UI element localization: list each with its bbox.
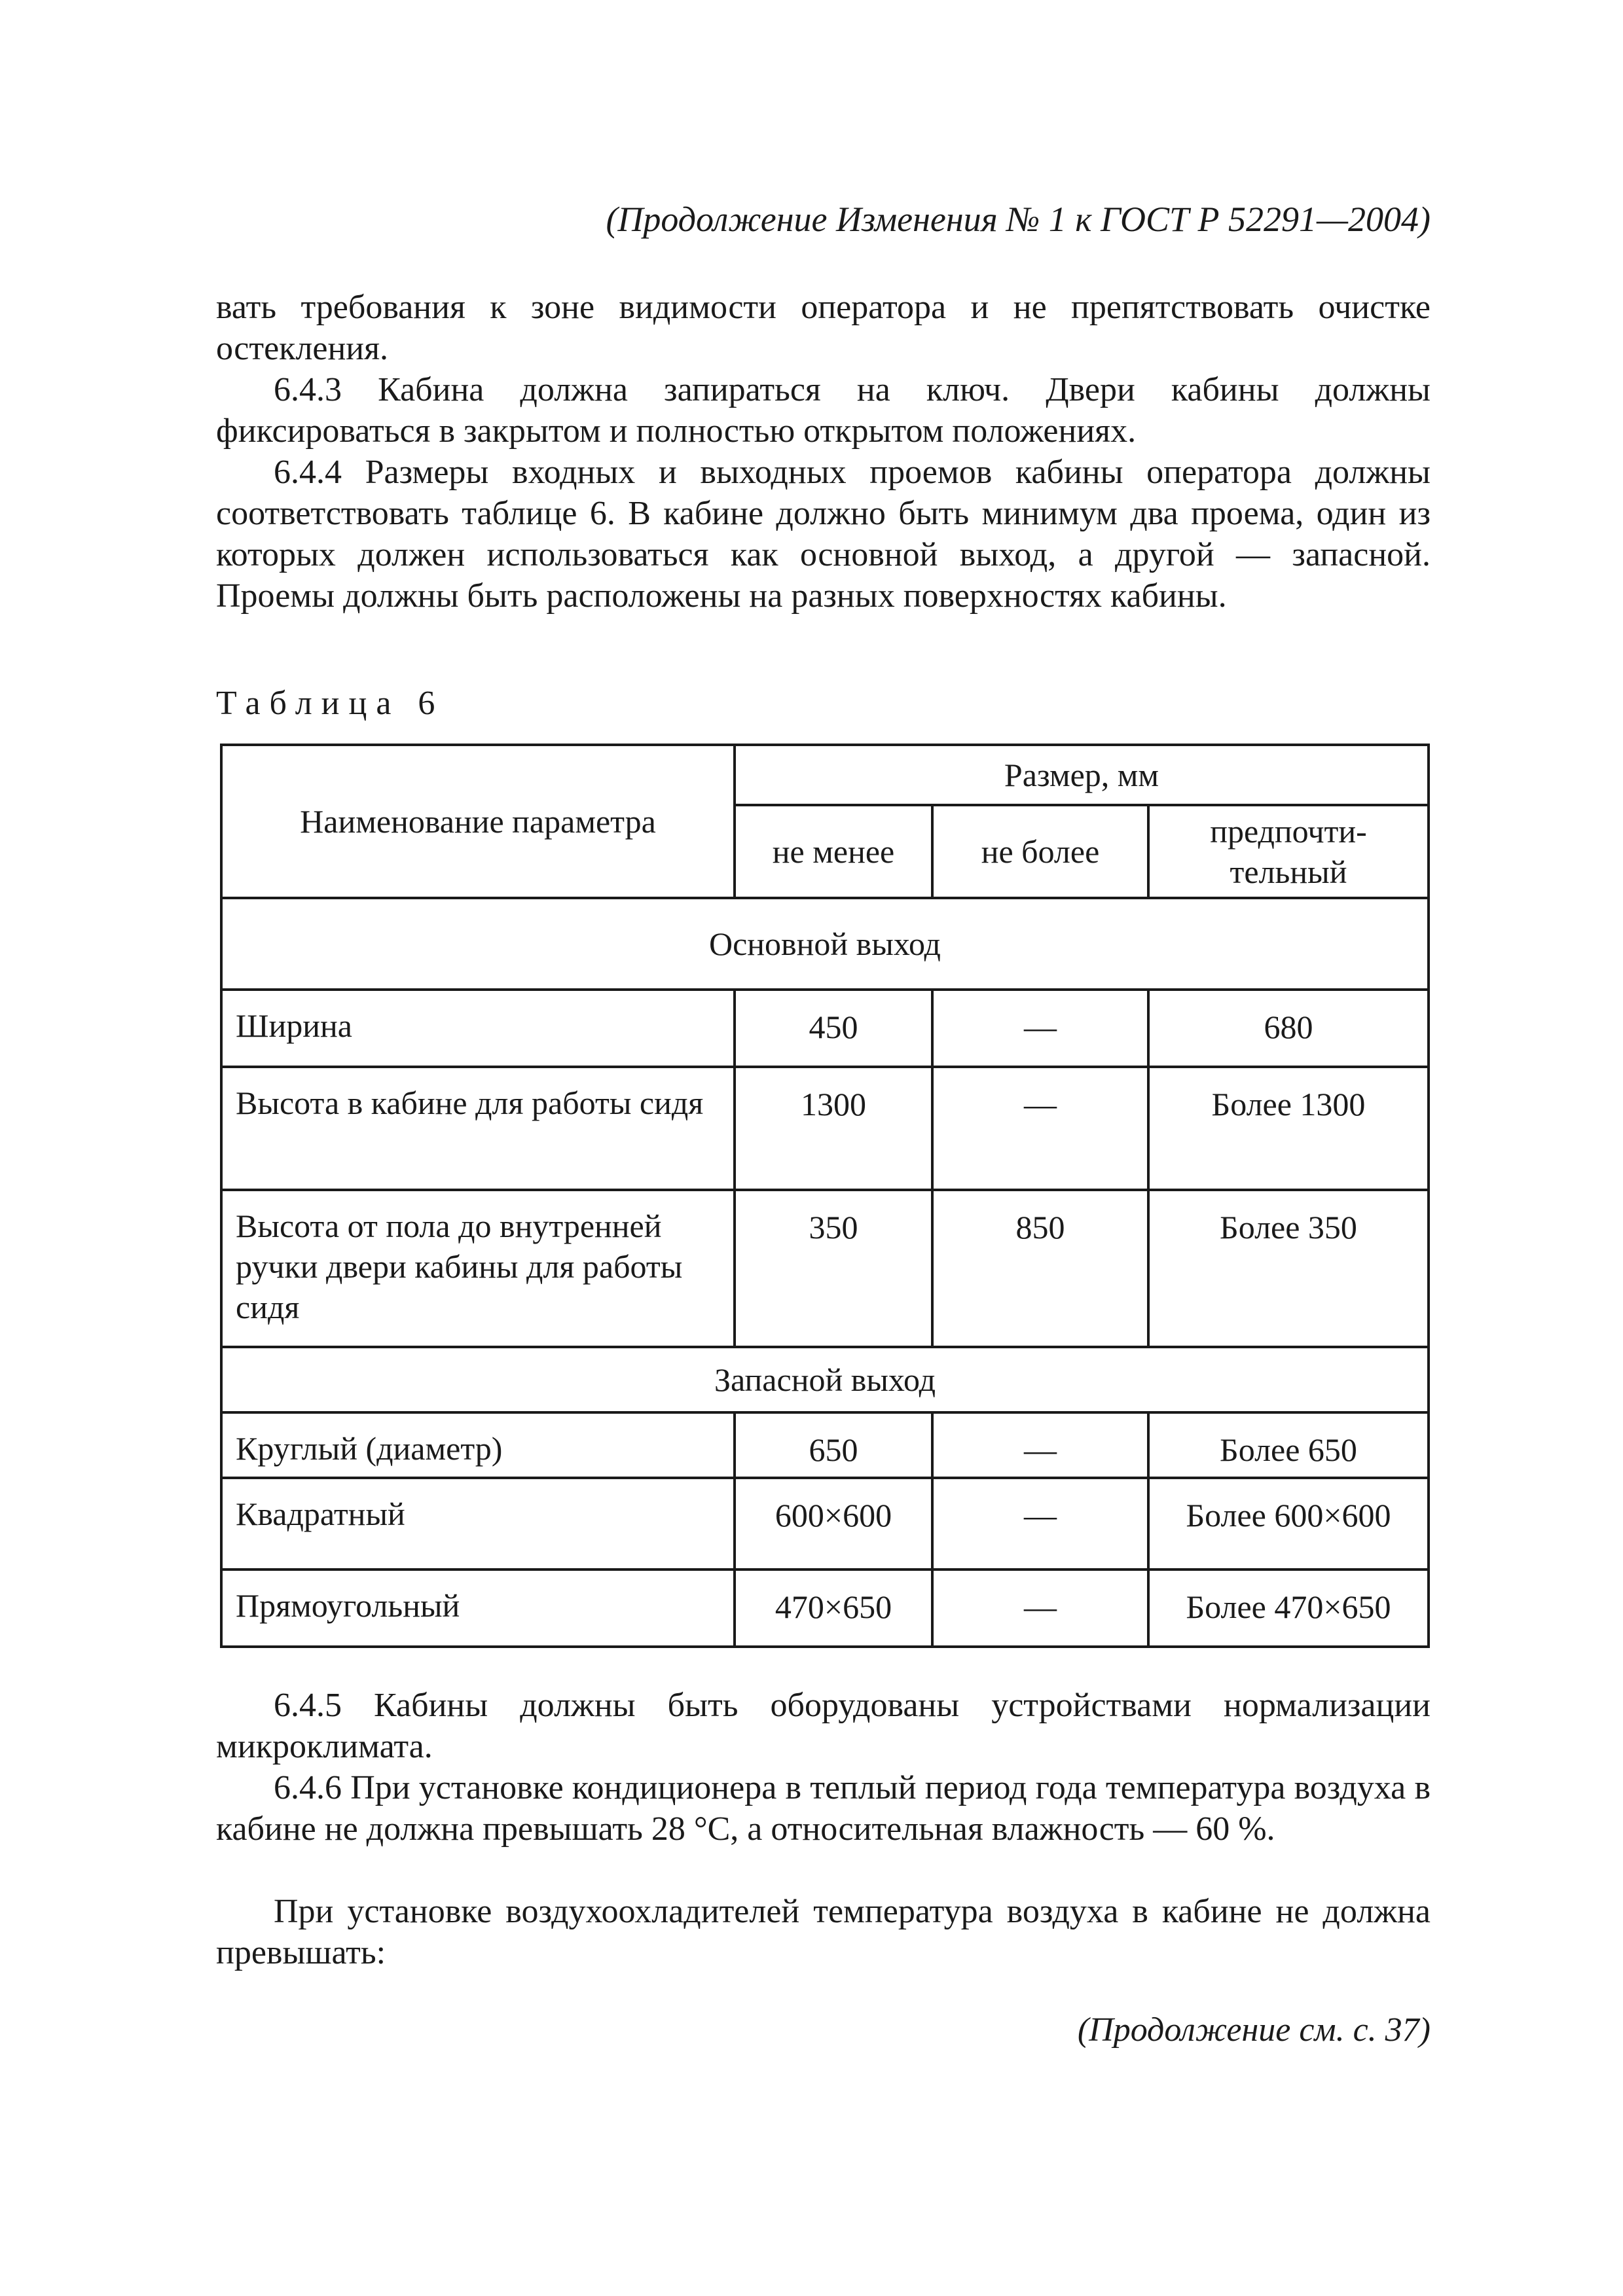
paragraph-6-4-5: 6.4.5 Кабины должны быть оборудованы устройствами нормализации микроклимата. bbox=[216, 1687, 1431, 1765]
paragraph-air-coolers: При установке воздухоохладителей температура воздуха в кабине не должна превышать: bbox=[216, 1893, 1431, 1971]
table-row bbox=[221, 1067, 1429, 1190]
table-row bbox=[221, 1478, 1429, 1570]
row-preferred: Более 1300 bbox=[1148, 1067, 1429, 1190]
header-min: не менее bbox=[735, 805, 932, 898]
paragraph-6-4-6: 6.4.6 При установке кондиционера в теплый период года температура воздуха в кабине не должна превышать 28 °С, а относительная влажность — 60 %. bbox=[216, 1769, 1431, 1848]
row-max: — bbox=[932, 990, 1148, 1067]
row-preferred: Более 470×650 bbox=[1148, 1570, 1429, 1647]
row-preferred: Более 650 bbox=[1148, 1412, 1429, 1478]
table-row bbox=[221, 1190, 1429, 1347]
paragraph-continuation: вать требования к зоне видимости оператора и не препятствовать очистке остекления. bbox=[216, 289, 1431, 367]
row-preferred: Более 350 bbox=[1148, 1190, 1429, 1347]
row-preferred: 680 bbox=[1148, 990, 1429, 1067]
table-row bbox=[221, 990, 1429, 1067]
row-name: Прямоугольный bbox=[221, 1570, 735, 1647]
table-row bbox=[221, 1412, 1429, 1478]
row-max: — bbox=[932, 1570, 1148, 1647]
row-min: 470×650 bbox=[735, 1570, 932, 1647]
row-name: Квадратный bbox=[221, 1478, 735, 1570]
row-max: — bbox=[932, 1067, 1148, 1190]
row-name: Высота от пола до внутренней ручки двери кабины для работы сидя bbox=[221, 1190, 735, 1347]
row-max: 850 bbox=[932, 1190, 1148, 1347]
page-footer-continuation: (Продолжение см. с. 37) bbox=[1077, 2011, 1431, 2049]
row-name: Ширина bbox=[221, 990, 735, 1067]
page-header-continuation: (Продолжение Изменения № 1 к ГОСТ Р 52291—2004) bbox=[606, 200, 1431, 239]
row-max: — bbox=[932, 1478, 1148, 1570]
header-size-group: Размер, мм bbox=[735, 745, 1429, 805]
paragraph-6-4-3: 6.4.3 Кабина должна запираться на ключ. Двери кабины должны фиксироваться в закрытом и полностью открытом положениях. bbox=[216, 371, 1431, 450]
row-min: 1300 bbox=[735, 1067, 932, 1190]
header-param-name: Наименование параметра bbox=[221, 745, 735, 898]
row-min: 350 bbox=[735, 1190, 932, 1347]
row-preferred: Более 600×600 bbox=[1148, 1478, 1429, 1570]
row-min: 450 bbox=[735, 990, 932, 1067]
row-max: — bbox=[932, 1412, 1148, 1478]
table-row bbox=[221, 1570, 1429, 1647]
dimensions-table bbox=[220, 744, 1430, 1648]
table-title: Таблица 6 bbox=[216, 685, 445, 722]
row-name: Высота в кабине для работы сидя bbox=[221, 1067, 735, 1190]
header-max: не более bbox=[932, 805, 1148, 898]
row-min: 650 bbox=[735, 1412, 932, 1478]
paragraph-6-4-4: 6.4.4 Размеры входных и выходных проемов кабины оператора должны соответствовать таблице 6. В кабине должно быть минимум два проема, один из которых должен использоваться как основной выход, а другой — запасной. Проемы должны быть расположены на разных поверхностях кабины. bbox=[216, 454, 1431, 615]
row-min: 600×600 bbox=[735, 1478, 932, 1570]
header-preferred: предпочти-тельный bbox=[1148, 805, 1429, 898]
section-main-exit: Основной выход bbox=[221, 898, 1429, 990]
row-name: Круглый (диаметр) bbox=[221, 1412, 735, 1478]
section-spare-exit: Запасной выход bbox=[221, 1347, 1429, 1412]
